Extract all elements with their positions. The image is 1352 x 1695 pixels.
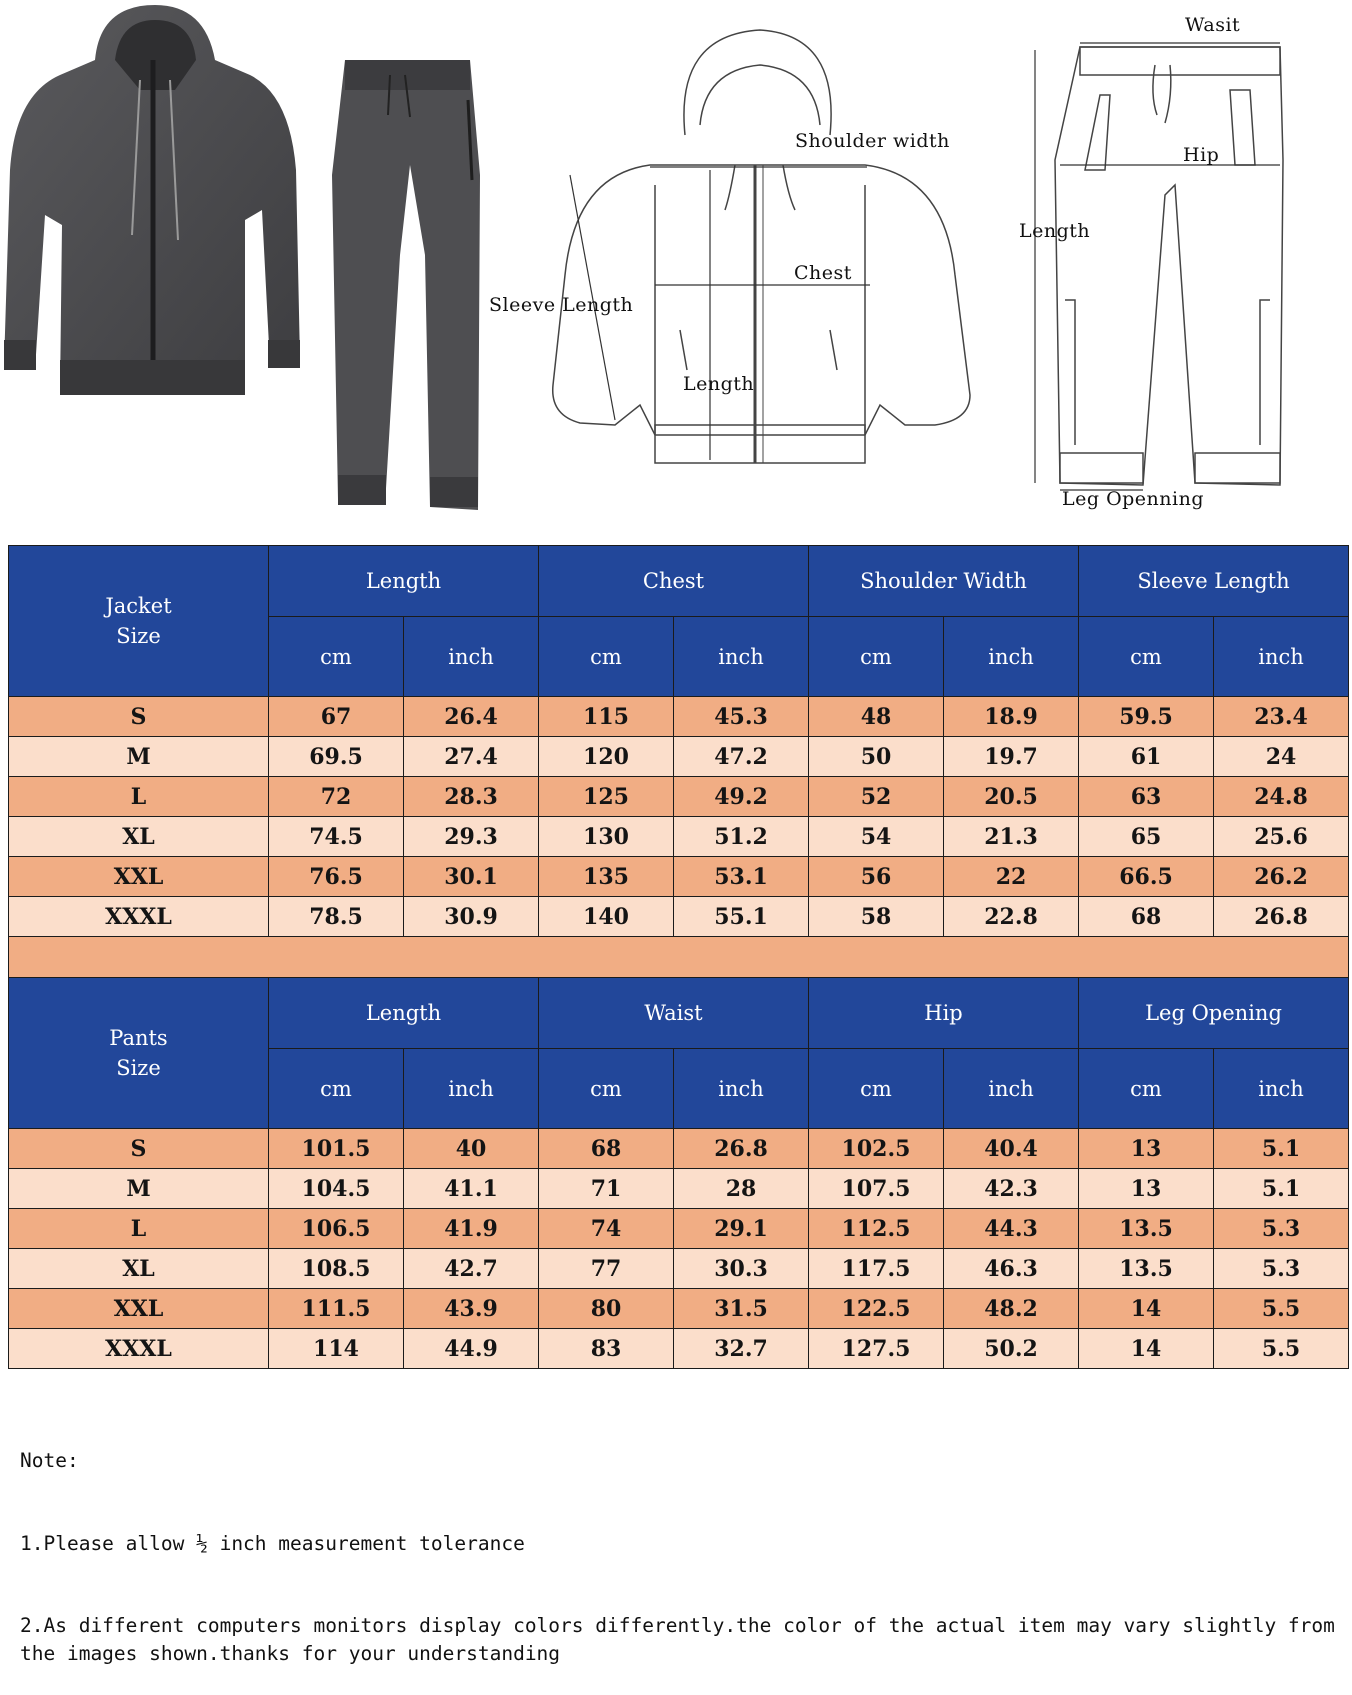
value-cell: 78.5: [269, 897, 404, 937]
unit-header: cm: [539, 617, 674, 697]
value-cell: 52: [809, 777, 944, 817]
unit-header: inch: [404, 1049, 539, 1129]
value-cell: 55.1: [674, 897, 809, 937]
size-cell: XXL: [9, 857, 269, 897]
table-row: [9, 697, 1349, 737]
value-cell: 28.3: [404, 777, 539, 817]
value-cell: 19.7: [944, 737, 1079, 777]
unit-header: cm: [809, 1049, 944, 1129]
jacket-size-header: [9, 546, 269, 697]
value-cell: 74: [539, 1209, 674, 1249]
value-cell: 5.1: [1214, 1129, 1349, 1169]
value-cell: 22: [944, 857, 1079, 897]
pants-rows: [9, 1129, 1349, 1369]
value-cell: 125: [539, 777, 674, 817]
pants-size-table: [8, 977, 1349, 1369]
value-cell: 22.8: [944, 897, 1079, 937]
value-cell: 25.6: [1214, 817, 1349, 857]
value-cell: 13: [1079, 1129, 1214, 1169]
pants-length-label: Length: [1019, 220, 1091, 242]
product-illustrations: [0, 0, 1352, 530]
size-cell: M: [9, 737, 269, 777]
table-separator: [8, 937, 1349, 977]
value-cell: 51.2: [674, 817, 809, 857]
value-cell: 83: [539, 1329, 674, 1369]
table-row: [9, 1329, 1349, 1369]
unit-header: cm: [1079, 617, 1214, 697]
value-cell: 114: [269, 1329, 404, 1369]
value-cell: 130: [539, 817, 674, 857]
unit-header: cm: [539, 1049, 674, 1129]
value-cell: 122.5: [809, 1289, 944, 1329]
value-cell: 107.5: [809, 1169, 944, 1209]
value-cell: 56: [809, 857, 944, 897]
value-cell: 13: [1079, 1169, 1214, 1209]
value-cell: 48.2: [944, 1289, 1079, 1329]
table-row: [9, 1209, 1349, 1249]
hoodie-photo: [0, 0, 305, 400]
value-cell: 5.5: [1214, 1289, 1349, 1329]
table-row: [9, 777, 1349, 817]
value-cell: 41.1: [404, 1169, 539, 1209]
value-cell: 76.5: [269, 857, 404, 897]
size-cell: L: [9, 1209, 269, 1249]
size-cell: XL: [9, 1249, 269, 1289]
value-cell: 27.4: [404, 737, 539, 777]
value-cell: 14: [1079, 1329, 1214, 1369]
unit-header: cm: [1079, 1049, 1214, 1129]
value-cell: 72: [269, 777, 404, 817]
unit-header: cm: [269, 617, 404, 697]
value-cell: 120: [539, 737, 674, 777]
value-cell: 42.7: [404, 1249, 539, 1289]
table-row: [9, 1169, 1349, 1209]
pants-size-header-text: Pants Size: [109, 1026, 168, 1080]
value-cell: 42.3: [944, 1169, 1079, 1209]
value-cell: 117.5: [809, 1249, 944, 1289]
value-cell: 20.5: [944, 777, 1079, 817]
table-row: [9, 1249, 1349, 1289]
value-cell: 13.5: [1079, 1209, 1214, 1249]
value-cell: 115: [539, 697, 674, 737]
note-item-1: 1.Please allow ½ inch measurement tolerance: [20, 1531, 525, 1555]
shoulder-width-label: Shoulder width: [795, 130, 950, 152]
leg-opening-label: Leg Openning: [1062, 488, 1204, 510]
size-cell: S: [9, 697, 269, 737]
value-cell: 54: [809, 817, 944, 857]
value-cell: 5.5: [1214, 1329, 1349, 1369]
value-cell: 47.2: [674, 737, 809, 777]
hoodie-diagram: [545, 25, 975, 470]
value-cell: 65: [1079, 817, 1214, 857]
value-cell: 24.8: [1214, 777, 1349, 817]
pants-group-length: Length: [269, 978, 539, 1049]
value-cell: 13.5: [1079, 1249, 1214, 1289]
value-cell: 29.3: [404, 817, 539, 857]
size-cell: L: [9, 777, 269, 817]
jacket-group-sleeve: Sleeve Length: [1079, 546, 1349, 617]
value-cell: 59.5: [1079, 697, 1214, 737]
value-cell: 45.3: [674, 697, 809, 737]
value-cell: 18.9: [944, 697, 1079, 737]
unit-header: inch: [674, 617, 809, 697]
value-cell: 14: [1079, 1289, 1214, 1329]
unit-header: cm: [809, 617, 944, 697]
value-cell: 104.5: [269, 1169, 404, 1209]
table-row: [9, 1129, 1349, 1169]
jacket-length-label: Length: [683, 373, 755, 395]
value-cell: 112.5: [809, 1209, 944, 1249]
value-cell: 5.3: [1214, 1249, 1349, 1289]
value-cell: 5.3: [1214, 1209, 1349, 1249]
value-cell: 48: [809, 697, 944, 737]
value-cell: 30.1: [404, 857, 539, 897]
value-cell: 101.5: [269, 1129, 404, 1169]
value-cell: 53.1: [674, 857, 809, 897]
value-cell: 127.5: [809, 1329, 944, 1369]
value-cell: 26.8: [674, 1129, 809, 1169]
table-row: [9, 857, 1349, 897]
pants-group-leg-opening: Leg Opening: [1079, 978, 1349, 1049]
size-cell: XL: [9, 817, 269, 857]
notes-section: [20, 1392, 1347, 1695]
value-cell: 63: [1079, 777, 1214, 817]
value-cell: 140: [539, 897, 674, 937]
jacket-group-length: Length: [269, 546, 539, 617]
sleeve-length-label: Sleeve Length: [489, 294, 634, 316]
value-cell: 26.4: [404, 697, 539, 737]
size-cell: XXXL: [9, 1329, 269, 1369]
jacket-group-chest: Chest: [539, 546, 809, 617]
value-cell: 31.5: [674, 1289, 809, 1329]
jacket-group-shoulder: Shoulder Width: [809, 546, 1079, 617]
hip-label: Hip: [1183, 144, 1220, 166]
unit-header: inch: [1214, 617, 1349, 697]
value-cell: 46.3: [944, 1249, 1079, 1289]
value-cell: 44.9: [404, 1329, 539, 1369]
value-cell: 66.5: [1079, 857, 1214, 897]
value-cell: 58: [809, 897, 944, 937]
jacket-size-table: [8, 545, 1349, 937]
pants-diagram: [1025, 35, 1300, 495]
size-cell: XXL: [9, 1289, 269, 1329]
table-row: [9, 897, 1349, 937]
jacket-size-header-text: Jacket Size: [105, 594, 172, 648]
table-row: [9, 1289, 1349, 1329]
chest-label: Chest: [794, 262, 852, 284]
waist-label: Wasit: [1185, 14, 1241, 36]
table-row: [9, 737, 1349, 777]
value-cell: 67: [269, 697, 404, 737]
value-cell: 29.1: [674, 1209, 809, 1249]
value-cell: 30.9: [404, 897, 539, 937]
value-cell: 111.5: [269, 1289, 404, 1329]
value-cell: 80: [539, 1289, 674, 1329]
value-cell: 135: [539, 857, 674, 897]
value-cell: 32.7: [674, 1329, 809, 1369]
value-cell: 41.9: [404, 1209, 539, 1249]
value-cell: 74.5: [269, 817, 404, 857]
value-cell: 50: [809, 737, 944, 777]
size-cell: XXXL: [9, 897, 269, 937]
value-cell: 68: [539, 1129, 674, 1169]
value-cell: 61: [1079, 737, 1214, 777]
pants-size-header: [9, 978, 269, 1129]
value-cell: 108.5: [269, 1249, 404, 1289]
notes-title: Note:: [20, 1449, 79, 1472]
value-cell: 26.8: [1214, 897, 1349, 937]
unit-header: inch: [1214, 1049, 1349, 1129]
value-cell: 106.5: [269, 1209, 404, 1249]
unit-header: cm: [269, 1049, 404, 1129]
pants-photo: [330, 55, 485, 510]
value-cell: 102.5: [809, 1129, 944, 1169]
value-cell: 5.1: [1214, 1169, 1349, 1209]
unit-header: inch: [404, 617, 539, 697]
jacket-rows: [9, 697, 1349, 937]
value-cell: 77: [539, 1249, 674, 1289]
size-cell: S: [9, 1129, 269, 1169]
value-cell: 68: [1079, 897, 1214, 937]
pants-group-waist: Waist: [539, 978, 809, 1049]
value-cell: 40.4: [944, 1129, 1079, 1169]
table-row: [9, 817, 1349, 857]
value-cell: 21.3: [944, 817, 1079, 857]
pants-group-hip: Hip: [809, 978, 1079, 1049]
note-item-2: 2.As different computers monitors display colors differently.the color of the actual item may vary slightly from the images shown.thanks for your understanding: [20, 1614, 1347, 1665]
size-cell: M: [9, 1169, 269, 1209]
value-cell: 30.3: [674, 1249, 809, 1289]
value-cell: 50.2: [944, 1329, 1079, 1369]
value-cell: 49.2: [674, 777, 809, 817]
value-cell: 71: [539, 1169, 674, 1209]
value-cell: 24: [1214, 737, 1349, 777]
value-cell: 43.9: [404, 1289, 539, 1329]
value-cell: 28: [674, 1169, 809, 1209]
value-cell: 23.4: [1214, 697, 1349, 737]
value-cell: 69.5: [269, 737, 404, 777]
value-cell: 44.3: [944, 1209, 1079, 1249]
value-cell: 26.2: [1214, 857, 1349, 897]
value-cell: 40: [404, 1129, 539, 1169]
unit-header: inch: [944, 617, 1079, 697]
unit-header: inch: [674, 1049, 809, 1129]
unit-header: inch: [944, 1049, 1079, 1129]
